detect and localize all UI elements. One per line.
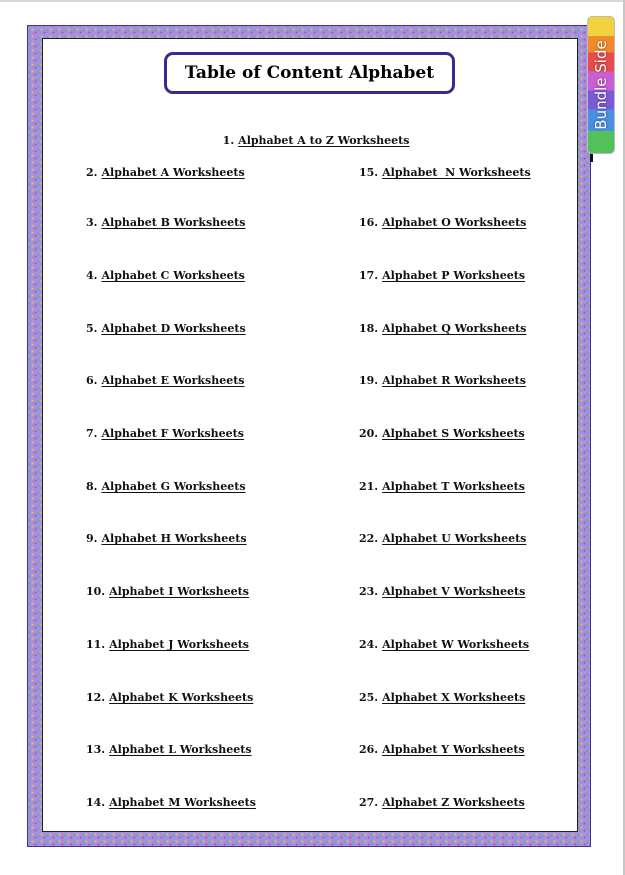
toc-number: 1. (222, 134, 235, 147)
toc-entry (359, 427, 525, 441)
toc-number: 9. (86, 532, 98, 545)
bundle-side-tab[interactable] (587, 16, 615, 154)
toc-number: 15. (359, 166, 379, 179)
toc-entry (359, 638, 529, 652)
toc-entry (86, 166, 245, 180)
toc-entry (86, 585, 249, 599)
toc-number: 25. (359, 691, 379, 704)
toc-entry (359, 585, 525, 599)
toc-link-az[interactable]: Alphabet A to Z Worksheets (238, 134, 410, 147)
toc-entry (359, 166, 531, 180)
toc-number: 14. (86, 796, 106, 809)
toc-link[interactable]: Alphabet B Worksheets (101, 216, 246, 229)
toc-number: 4. (86, 269, 98, 282)
toc-number: 17. (359, 269, 379, 282)
toc-number: 11. (86, 638, 106, 651)
toc-entry (86, 532, 247, 546)
toc-entry (86, 691, 253, 705)
toc-link[interactable]: Alphabet M Worksheets (109, 796, 256, 809)
toc-link[interactable]: Alphabet N Worksheets (382, 166, 531, 179)
toc-number: 12. (86, 691, 106, 704)
toc-link[interactable]: Alphabet W Worksheets (382, 638, 530, 651)
toc-link[interactable]: Alphabet Q Worksheets (382, 322, 527, 335)
toc-entry (86, 374, 245, 388)
toc-number: 5. (86, 322, 98, 335)
page-title: Table of Content Alphabet (184, 63, 435, 83)
toc-number: 16. (359, 216, 379, 229)
toc-link[interactable]: Alphabet H Worksheets (101, 532, 247, 545)
toc-number: 20. (359, 427, 379, 440)
toc-number: 13. (86, 743, 106, 756)
toc-link[interactable]: Alphabet Y Worksheets (382, 743, 525, 756)
toc-link[interactable]: Alphabet U Worksheets (382, 532, 527, 545)
toc-number: 10. (86, 585, 106, 598)
toc-link[interactable]: Alphabet R Worksheets (382, 374, 526, 387)
toc-number: 8. (86, 480, 98, 493)
toc-link[interactable]: Alphabet O Worksheets (382, 216, 527, 229)
toc-link[interactable]: Alphabet G Worksheets (101, 480, 246, 493)
sheet-edge (0, 0, 625, 2)
toc-link[interactable]: Alphabet Z Worksheets (382, 796, 525, 809)
toc-entry (359, 480, 525, 494)
toc-entry (86, 796, 256, 810)
toc-link[interactable]: Alphabet F Worksheets (101, 427, 244, 440)
toc-entry (359, 743, 525, 757)
toc-number: 7. (86, 427, 98, 440)
toc-link[interactable]: Alphabet D Worksheets (101, 322, 246, 335)
toc-number: 26. (359, 743, 379, 756)
toc-entry (359, 216, 526, 230)
toc-number: 6. (86, 374, 98, 387)
title-box (164, 52, 455, 94)
bundle-side-label: Bundle Side (592, 40, 610, 130)
toc-entry-az (215, 120, 409, 148)
toc-link[interactable]: Alphabet K Worksheets (109, 691, 254, 704)
toc-link[interactable]: Alphabet L Worksheets (109, 743, 252, 756)
toc-entry (359, 374, 526, 388)
toc-entry (359, 691, 525, 705)
toc-entry (86, 638, 249, 652)
toc-number: 3. (86, 216, 98, 229)
toc-number: 22. (359, 532, 379, 545)
toc-link[interactable]: Alphabet E Worksheets (101, 374, 245, 387)
toc-entry (86, 427, 244, 441)
toc-number: 23. (359, 585, 379, 598)
toc-number: 24. (359, 638, 379, 651)
toc-link[interactable]: Alphabet I Worksheets (109, 585, 249, 598)
toc-entry (359, 322, 526, 336)
toc-number: 27. (359, 796, 379, 809)
toc-entry (359, 796, 525, 810)
toc-entry (86, 480, 246, 494)
toc-entry (86, 269, 245, 283)
toc-number: 21. (359, 480, 379, 493)
toc-link[interactable]: Alphabet V Worksheets (382, 585, 526, 598)
toc-entry (86, 216, 245, 230)
toc-number: 18. (359, 322, 379, 335)
toc-entry (86, 743, 252, 757)
toc-link[interactable]: Alphabet A Worksheets (101, 166, 245, 179)
toc-number: 19. (359, 374, 379, 387)
toc-entry (359, 532, 526, 546)
toc-link[interactable]: Alphabet P Worksheets (382, 269, 526, 282)
toc-link[interactable]: Alphabet C Worksheets (101, 269, 245, 282)
toc-link[interactable]: Alphabet S Worksheets (382, 427, 525, 440)
toc-link[interactable]: Alphabet T Worksheets (382, 480, 525, 493)
toc-entry (359, 269, 525, 283)
toc-entry (86, 322, 246, 336)
toc-link[interactable]: Alphabet J Worksheets (109, 638, 249, 651)
toc-number: 2. (86, 166, 98, 179)
toc-link[interactable]: Alphabet X Worksheets (382, 691, 526, 704)
